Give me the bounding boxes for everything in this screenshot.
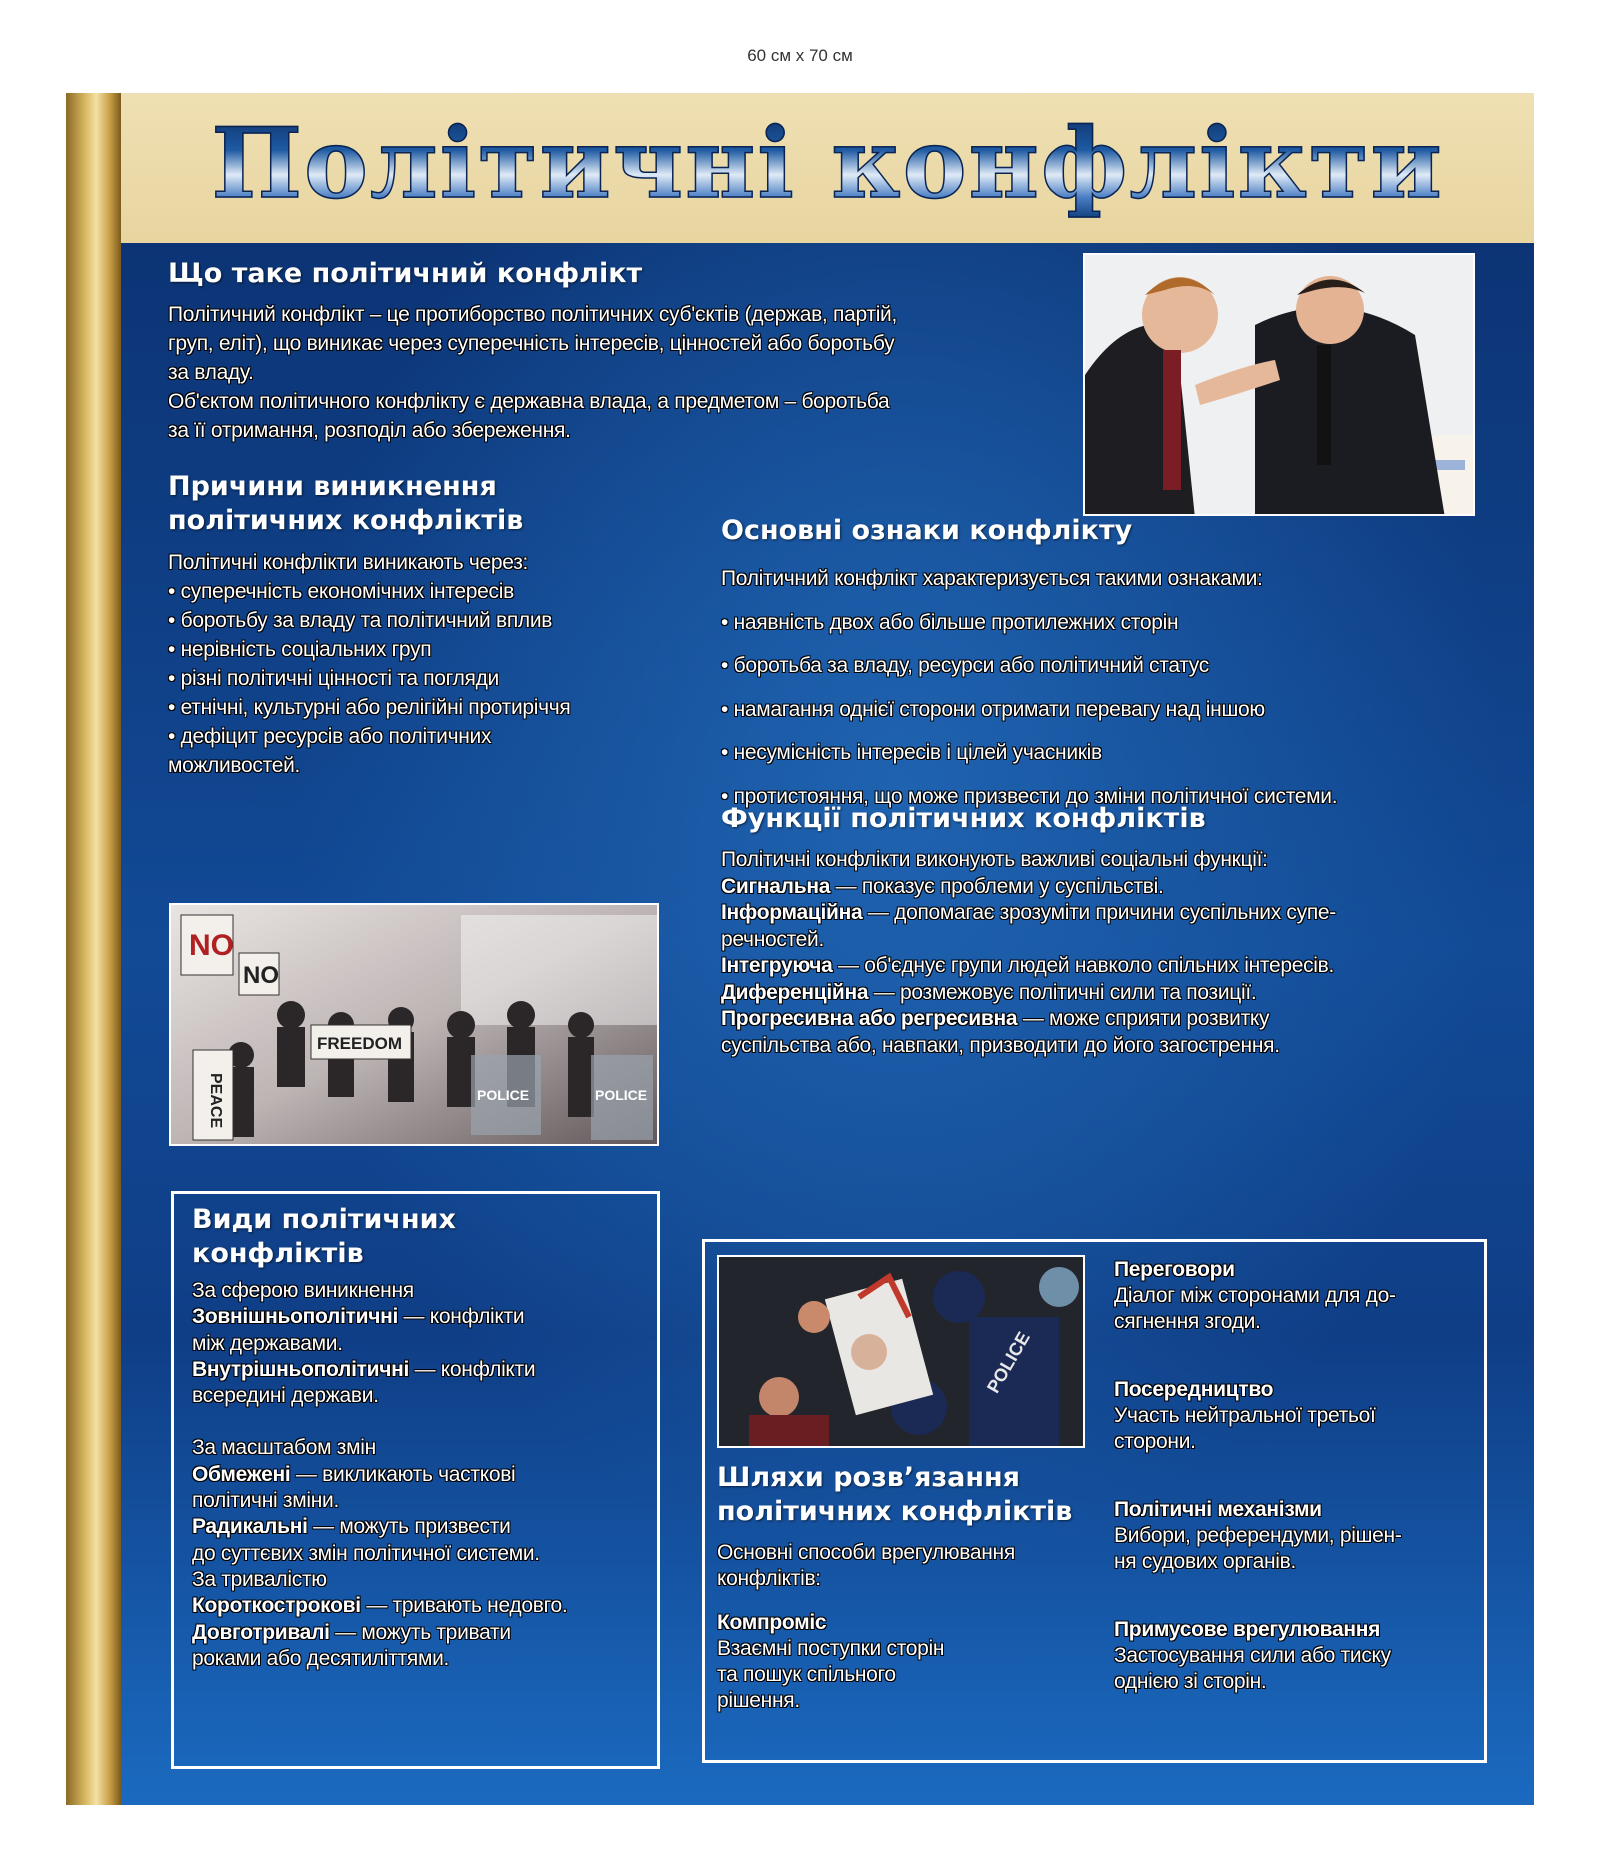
protest-sign-no-1: NO (189, 929, 234, 962)
protest-sign-no-2: NO (243, 962, 279, 989)
signs-heading: Основні ознаки конфлікту (721, 515, 1133, 546)
type-short-term: Короткострокові — тривають недовго. (192, 1594, 568, 1618)
protest-illustration (171, 905, 659, 1146)
function-integration: Інтегруюча — об'єднує групи людей навколо спільних інтересів. (721, 954, 1335, 977)
poster-size-label: 60 см x 70 см (747, 46, 853, 65)
type-limited: Обмежені — викликають часткові (192, 1462, 516, 1486)
cause-item: • дефіцит ресурсів або політичних (168, 725, 492, 748)
business-argument-illustration (1085, 255, 1475, 516)
protest-sign-freedom: FREEDOM (317, 1034, 402, 1053)
resolution-heading: Шляхи розв’язання політичних конфліктів (717, 1462, 1073, 1527)
sign-item: • боротьба за владу, ресурси або політичний статус (721, 654, 1209, 677)
functions-heading: Функції політичних конфліктів (721, 803, 1206, 834)
sign-item: • намагання однієї сторони отримати перевагу над іншою (721, 697, 1265, 721)
sign-item: • несумісність інтересів і цілей учасників (721, 741, 1102, 764)
cause-item: • різні політичні цінності та погляди (168, 667, 499, 690)
function-signal: Сигнальна — показує проблеми у суспільстві. (721, 874, 1164, 898)
function-progressive: Прогресивна або регресивна — може сприяти розвитку (721, 1007, 1270, 1030)
function-information: Інформаційна — допомагає зрозуміти причини суспільних супе- (721, 901, 1336, 924)
poster (66, 93, 1534, 1805)
protest-shield-police-1: POLICE (477, 1087, 530, 1103)
types-text: За сферою виникнення Зовнішньополітичні — конфлікти між державами. Внутрішньополітичні — конфлікти всередині держави. За масштабом змін Обмежені — викликають часткові політичні зміни. Радикальні — можуть призвести до суттєвих змін політичної системи. За тривалістю Короткострокові — тривають недовго. Довготривалі — можуть тривати роками або десятиліттями. (192, 1278, 652, 1672)
resolution-forced: Примусове врегулювання Застосування сили або тиску однією зі сторін. (1114, 1618, 1391, 1693)
type-internal: Внутрішньополітичні — конфлікти (192, 1357, 536, 1381)
cause-item: • боротьбу за владу та політичний вплив (168, 609, 553, 632)
poster-title: Політичні конфлікти (211, 107, 1444, 220)
resolution-negotiation: Переговори Діалог між сторонами для до- сягнення згоди. (1114, 1258, 1396, 1333)
arrest-illustration (719, 1257, 1085, 1448)
what-text: Політичний конфлікт – це протиборство політичних суб'єктів (держав, партій, груп, еліт), що виникає через суперечність інтересів, цінностей або боротьбу за владу. Об'єктом політичного конфлікту є державна влада, а предметом – боротьба за її отримання, розподіл або збереження. (168, 303, 898, 442)
sign-item: • протистояння, що може призвести до зміни політичної системи. (721, 784, 1338, 808)
causes-heading: Причини виникнення політичних конфліктів (168, 471, 524, 536)
business-argument-photo (1083, 253, 1475, 516)
causes-list: Політичні конфлікти виникають через: • суперечність економічних інтересів • боротьбу за владу та політичний вплив • нерівність соціальних груп • різні політичні цінності та погляди • етнічні, культурні або релігійні протиріччя • дефіцит ресурсів або політичних можливостей. (168, 548, 688, 780)
cause-item: можливостей. (168, 754, 301, 777)
type-radical: Радикальні — можуть призвести (192, 1515, 511, 1539)
function-differentiation: Диференційна — розмежовує політичні сили та позиції. (721, 980, 1257, 1004)
resolution-compromise: Компроміс Взаємні поступки сторін та пошук спільного рішення. (717, 1611, 945, 1712)
content-panel (121, 243, 1534, 1805)
resolution-mechanisms: Політичні механізми Вибори, референдуми, рішен- ня судових органів. (1114, 1498, 1402, 1573)
arrest-photo (717, 1255, 1085, 1448)
type-external: Зовнішньополітичні — конфлікти (192, 1305, 525, 1329)
protest-photo (169, 903, 659, 1146)
cause-item: • суперечність економічних інтересів (168, 580, 514, 603)
signs-list: Політичний конфлікт характеризується такими ознаками: • наявність двох або більше протилежних сторін • боротьба за владу, ресурси або політичний статус • намагання однієї сторони отримати перевагу над іншою • несумісність інтересів і цілей учасників • протистояння, що може призвести до зміни політичної системи. (721, 557, 1501, 818)
protest-shield-police-2: POLICE (595, 1087, 648, 1103)
poster-title-banner (121, 93, 1534, 243)
resolution-mediation: Посередництво Участь нейтральної третьої сторони. (1114, 1378, 1376, 1453)
cause-item: • етнічні, культурні або релігійні протиріччя (168, 696, 571, 719)
functions-text: Політичні конфлікти виконують важливі соціальні функції: Сигнальна — показує проблеми у суспільстві. Інформаційна — допомагає зрозуміти причини суспільних супе- речностей. Інтегруюча — об'єднує групи людей навколо спільних інтересів. Диференційна — розмежовує політичні сили та позиції. Прогресивна або регресивна — може сприяти розвитку суспільства або, навпаки, призводити до його загострення. (721, 847, 1511, 1059)
poster-gold-rod (66, 93, 121, 1805)
protest-sign-peace: PEACE (207, 1073, 224, 1129)
type-long-term: Довготривалі — можуть тривати (192, 1620, 511, 1644)
cause-item: • нерівність соціальних груп (168, 638, 432, 661)
sign-item: • наявність двох або більше протилежних сторін (721, 610, 1179, 634)
types-heading: Види політичних конфліктів (192, 1204, 456, 1269)
what-heading: Що таке політичний конфлікт (168, 258, 643, 289)
resolution-intro: Основні способи врегулювання конфліктів: (717, 1541, 1015, 1590)
arrest-police-label: POLICE (982, 1328, 1034, 1397)
